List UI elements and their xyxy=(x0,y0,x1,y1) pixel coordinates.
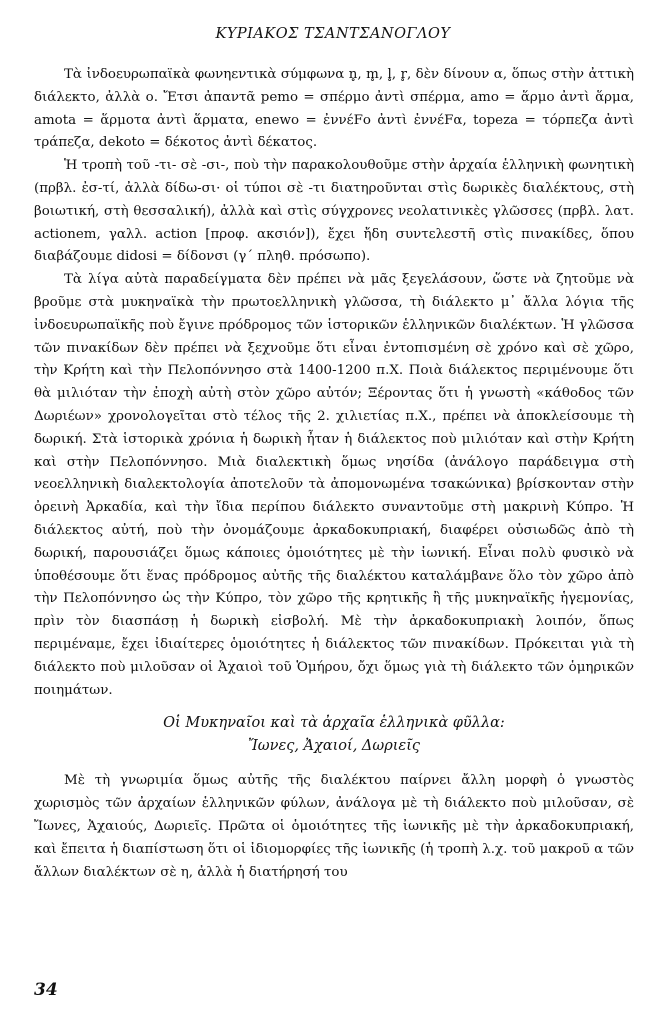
body-text xyxy=(34,64,634,884)
paragraph-1: Τὰ ἰνδοευρωπαϊκὰ φωνηεντικὰ σύμφωνα n̥, m̥, l̥, r̥, δὲν δίνουν α, ὅπως στὴν ἀττικὴ διάλεκτο, ἀλλὰ ο. Ἔτσι ἀπαντᾶ pemo = σπέρμο ἀντὶ σπέρμα, amo = ἅρμο ἀντὶ ἅρμα, amota = ἅρμοτα ἀντὶ ἅρματα, enewo = ἐννέFο ἀντὶ ἐννέFα, topeza = τόρπεζα ἀντὶ τράπεζα, dekoto = δέκοτος ἀντὶ δέκατος. xyxy=(34,67,634,151)
page-number: 34 xyxy=(34,980,58,1000)
paragraph-4: Μὲ τὴ γνωριμία ὅμως αὐτῆς τῆς διαλέκτου παίρνει ἄλλη μορφὴ ὁ γνωστὸς χωρισμὸς τῶν ἀρχαίων ἑλληνικῶν φύλων, ἀνάλογα μὲ τὴ διάλεκτο ποὺ μιλοῦσαν, σὲ Ἴωνες, Ἀχαιούς, Δωριεῖς. Πρῶτα οἱ ὁμοιότητες τῆς ἰωνικῆς μὲ τὴν ἀρκαδοκυπριακή, καὶ ἔπειτα ἡ διαπίστωση ὅτι οἱ ἰδιομορφίες τῆς ἰωνικῆς (ἡ τροπὴ λ.χ. τοῦ μακροῦ α τῶν ἄλλων διαλέκτων σὲ η, ἀλλὰ ἡ διατήρησή του xyxy=(34,773,634,880)
paragraph-2: Ἡ τροπὴ τοῦ -τι- σὲ -σι-, ποὺ τὴν παρακολουθοῦμε στὴν ἀρχαία ἑλληνικὴ φωνητικὴ (πρβλ. ἐσ-τί, ἀλλὰ δίδω-σι· οἱ τύποι σὲ -τι διατηροῦνται στὶς δωρικὲς διαλέκτους, στὴ βοιωτική, στὴ θεσσαλική), ἀλλὰ καὶ στὶς σύγχρονες νεολατινικὲς γλῶσσες (πρβλ. λατ. actionem, γαλλ. action [προφ. ακσιόν]), ἔχει ἤδη συντελεστῆ στὶς πινακίδες, ὅπου διαβάζουμε didosi = δίδονσι (γ΄ πληθ. πρόσωπο). xyxy=(34,158,634,265)
section-heading-line-2: Ἴωνες, Ἀχαιοί, Δωριεῖς xyxy=(247,738,421,755)
section-heading xyxy=(34,712,634,758)
section-heading-line-1: Οἱ Μυκηναῖοι καὶ τὰ ἀρχαῖα ἑλληνικὰ φῦλλα: xyxy=(163,715,505,732)
running-head: ΚΥΡΙΑΚΟΣ ΤΣΑΝΤΣΑΝΟΓΛΟΥ xyxy=(215,26,451,42)
paragraph-3: Τὰ λίγα αὐτὰ παραδείγματα δὲν πρέπει νὰ μᾶς ξεγελάσουν, ὥστε νὰ ζητοῦμε νὰ βροῦμε στὰ μυκηναϊκὰ τὴν πρωτοελληνικὴ γλῶσσα, τὴ διάλεκτο μ᾽ ἄλλα λόγια τῆς ἰνδοευρωπαϊκῆς ποὺ ἔγινε πρόδρομος τῶν ἱστορικῶν ἑλληνικῶν διαλέκτων. Ἡ γλῶσσα τῶν πινακίδων δὲν πρέπει νὰ ξεχνοῦμε ὅτι εἶναι ἐντοπισμένη σὲ χρόνο καὶ σὲ χῶρο, τὴν Κρήτη καὶ τὴν Πελοπόννησο στὰ 1400-1200 π.Χ. Ποιὰ διάλεκτος περιμένουμε ὅτι θὰ μιλιόταν τὴν ἐποχὴ αὐτὴ στὸν χῶρο αὐτόν; Ξέροντας ὅτι ἡ γνωστὴ «κάθοδος τῶν Δωριέων» χρονολογεῖται στὸ τέλος τῆς 2. χιλιετίας π.Χ., πρέπει νὰ ἀποκλείσουμε τὴ δωρική. Στὰ ἱστορικὰ χρόνια ἡ δωρικὴ ἦταν ἡ διάλεκτος ποὺ μιλιόταν καὶ στὴν Κρήτη καὶ στὴν Πελοπόννησο. Μιὰ διαλεκτικὴ ὅμως νησίδα (ἀνάλογο παράδειγμα στὴ νεοελληνικὴ διαλεκτολογία ἀποτελοῦν τὰ ἀπομονωμένα τσακώνικα) βρίσκονταν στὴν ὀρεινὴ Ἀρκαδία, καὶ τὴν ἴδια περίπου διάλεκτο συναντοῦμε στὴ μακρινὴ Κύπρο. Ἡ διάλεκτος αὐτή, ποὺ τὴν ὀνομάζουμε ἀρκαδοκυπριακή, διαφέρει οὐσιωδῶς ἀπὸ τὴ δωρική, παρουσιάζει ὅμως κάποιες ὁμοιότητες μὲ τὴν ἰωνική. Εἶναι πολὺ φυσικὸ νὰ ὑποθέσουμε ὅτι ἕνας πρόδρομος αὐτῆς τῆς διαλέκτου καταλάμβανε ὅλο τὸν χῶρο ἀπὸ τὴν Πελοπόννησο ὡς τὴν Κύπρο, τὸν χῶρο τῆς κρητικῆς ἢ τῆς μυκηναϊκῆς ἡγεμονίας, πρὶν τὸν διασπάσῃ ἡ δωρικὴ εἰσβολή. Μὲ τὴν ἀρκαδοκυπριακὴ λοιπόν, ὅπως περιμέναμε, ἔχει ἰδιαίτερες ὁμοιότητες ἡ διάλεκτος τῶν πινακίδων. Πρόκειται γιὰ τὴ διάλεκτο ποὺ μιλοῦσαν οἱ Ἀχαιοὶ τοῦ Ὁμήρου, ὄχι ὅμως γιὰ τὴ διάλεκτο τῶν ὁμηρικῶν ποιημάτων. xyxy=(34,272,634,698)
